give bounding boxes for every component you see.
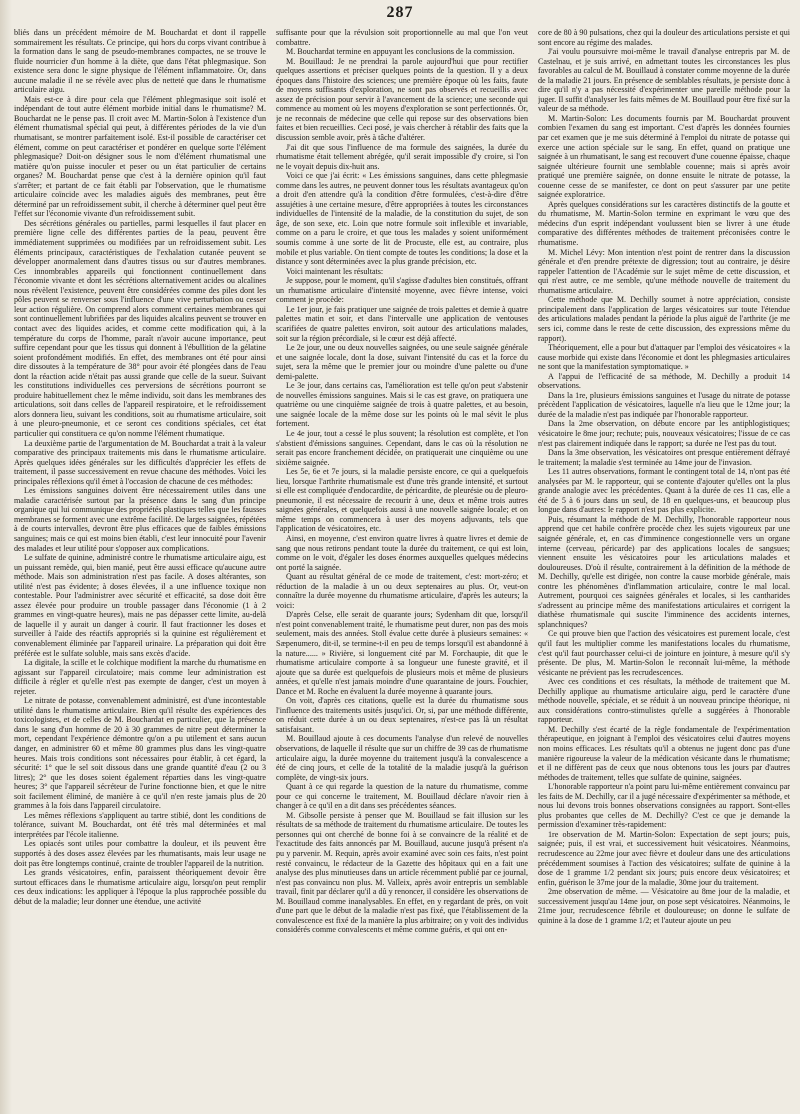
paragraph: core de 80 à 90 pulsations, chez qui la douleur des articulations persiste et qui sont encore au régime des malades. — [538, 28, 790, 47]
paragraph: M. Dechilly s'est écarté de la règle fondamentale de l'expérimentation thérapeutique, en joignant à l'emploi des vésicatoires celui d'autres moyens non moins efficaces. Les résultats qu'il a obtenus ne jugent donc pas d'une manière rigoureuse la valeur de la médication vésicante dans le rhumatisme; et il ne diffèrent pas de ceux que nous obtenons tous les jours par d'autres méthodes de traitement, telles que sulfate de quinine, saignées. — [538, 724, 790, 782]
paragraph: M. Michel Lévy: Mon intention n'est point de rentrer dans la discussion générale et d'en prendre prétexte de digression; tout au contraire, je désire rappeler l'attention de l'Académie sur le sujet même de cette discussion, et qui n'est autre, ce me semble, qu'une méthode nouvelle de traitement du rhumatisme articulaire. — [538, 247, 790, 295]
paragraph: M. Martin-Solon: Les documents fournis par M. Bouchardat prouvent combien l'examen du sang est important. C'est d'après les données fournies par cet examen que je me suis déterminé à l'emploi du nitrate de potasse qui exerce une action spéciale sur le sang. En effet, quand on pratique une saignée à un rhumatisant, le sang est recouvert d'une couenne épaisse, chaque saignée ultérieure fournit une semblable couenne; mais si après avoir pratiqué une première saignée, on donne ensuite le nitrate de potasse, la couenne cesse de se manifester, ce dont on peut s'assurer par une petite saignée exploratrice. — [538, 113, 790, 200]
paragraph: Dans la 1re, plusieurs émissions sanguines et l'usage du nitrate de potasse précèdent l'application de vésicatoires, laquelle n'a lieu que le 12me jour; la durée de la maladie n'est pas indiquée par l'honorable rapporteur. — [538, 390, 790, 419]
paragraph: Le 3e jour, dans certains cas, l'amélioration est telle qu'on peut s'abstenir de nouvelles émissions sanguines. Mais si le cas est grave, on pratiquera une quatrième ou une cinquième saignée de trois à quatre palettes, et au besoin, une saignée locale de la même dose sur les points où le mal sévit le plus fortement. — [276, 381, 528, 429]
page-number: 287 — [386, 4, 414, 21]
paragraph: Les opiacés sont utiles pour combattre la douleur, et ils peuvent être supportés à des doses assez élevées par les rhumatisants, mais leur usage ne doit pas être longtemps continué, crainte de troubler l'appareil de la nutrition. — [14, 839, 266, 868]
paragraph: Le 4e jour, tout a cessé le plus souvent; la résolution est complète, et l'on s'abstient d'émissions sanguines. Cependant, dans le cas où la résolution ne serait pas encore franchement décidée, on pratiquerait une cinquième ou une sixième saignée. — [276, 428, 528, 467]
paragraph: Le 2e jour, une ou deux nouvelles saignées, ou une seule saignée générale et une saignée locale, dont la dose, suivant l'intensité du cas et la force du sujet, sera la même que le premier jour ou moindre d'une palette ou d'une demi-palette. — [276, 343, 528, 381]
paragraph: Le sulfate de quinine, administré contre le rhumatisme articulaire aigu, est un puissant remède, qui, bien manié, peut être aussi efficace qu'aucune autre méthode. Mais son administration n'est pas facile. A doses altérantes, son utilité n'est pas évidente; à doses élevées, il a une influence toxique non contestable. Pour l'administrer avec sécurité et efficacité, sa dose doit être assez élevée pour produire un trouble passager dans l'économie (1 à 2 grammes en vingt-quatre heures), mais ne pas dépasser cette limite, au-delà de laquelle il y aurait un danger à courir. Il faut fractionner les doses et surveiller à l'aide des réactifs appropriés si la quinine est régulièrement et convenablement éliminée par l'appareil urinaire. La préparation qui doit être préférée est le sulfate soluble, mais sans excès d'acide. — [14, 553, 266, 658]
paragraph: Ce qui prouve bien que l'action des vésicatoires est purement locale, c'est qu'il faut les multiplier comme les manifestations locales du rhumatisme, c'est qu'il faut pourchasser celui-ci de jointure en jointure, à mesure qu'il s'y présente. De plus, M. Martin-Solon le reconnaît lui-même, la méthode vésicante ne prévient pas les recrudescences. — [538, 629, 790, 677]
paragraph: M. Bouillaud: Je ne prendrai la parole aujourd'hui que pour rectifier quelques assertions et préciser quelques points de la question. Il y a deux époques dans l'histoire des sciences; une première époque où les faits, faute de moyens suffisants d'exploration, ne sont pas observés et recueillis avec assez de précision pour servir à l'avancement de la science; une seconde qui commence au moment où les moyens d'exploration se sont perfectionnés. Or, je ne reconnais de médecine que celle qui repose sur des observations bien faites et bien recueillies. Ceci posé, je vais chercher à rétablir des faits que la discussion semble avoir, près à tâche d'altérer. — [276, 56, 528, 143]
paragraph: Ainsi, en moyenne, c'est environ quatre livres à quatre livres et demie de sang que nous retirons pendant toute la durée du traitement, ce qui est loin, comme on le voit, d'égaler les doses énormes auxquelles quelques médecins ont porté la saignée. — [276, 533, 528, 572]
paragraph: Quant au résultat général de ce mode de traitement, c'est: mort-zéro; et réduction de la maladie à un ou deux septenaires au plus. Or, veut-on connaître la durée moyenne du rhumatisme articulaire, d'après les auteurs; la voici: — [276, 572, 528, 610]
paragraph: Les émissions sanguines doivent être nécessairement utiles dans une maladie caractérisée surtout par la présence dans le sang d'un principe organique qui lui communique des propriétés plastiques telles que les fausses membranes se forment avec une extrême facilité. De larges saignées, répétées à de courts intervalles, devront être plus efficaces que de faibles émissions sanguines; mais ce qui est moins bien établi, c'est leur innocuité pour l'avenir des malades et leur utilité pour s'opposer aux complications. — [14, 486, 266, 553]
text-columns — [14, 28, 790, 1108]
paragraph: Cette méthode que M. Dechilly soumet à notre appréciation, consiste principalement dans l'application de larges vésicatoires sur toute l'étendue des articulations malades pendant la période la plus aiguë de l'arthrite (je me sers ici, comme dans le reste de cette discussion, des expressions même du rapport). — [538, 295, 790, 343]
paragraph: Le nitrate de potasse, convenablement administré, est d'une incontestable utilité dans le rhumatisme articulaire. Bien qu'il résulte des expériences des toxicologistes, et de celles de M. Bouchardat en particulier, que la présence dans le sang d'un homme de 20 à 30 grammes de nitre peut déterminer la mort, cependant l'expérience démontre qu'on a pu utilement et sans aucun danger, en administrer 60 et même 80 grammes plus dans les vingt-quatre heures. Mais trois conditions sont nécessaires pour établir, à cet égard, la sécurité: 1° que le sel soit dissous dans une grande quantité d'eau (2 ou 3 litres); 2° que les doses soient également réparties dans les vingt-quatre heures; 3° que l'appareil sécréteur de l'urine fonctionne bien, et que le nitre soit facilement éliminé, de manière à ce qu'il n'en reste jamais plus de 20 grammes à la fois dans l'appareil circulatoire. — [14, 696, 266, 811]
paragraph: Dans la 2me observation, on débute encore par les antiphlogistiques; vésicatoire le 8me jour; rechute; puis, nouveaux vésicatoires; l'issue de ce cas n'est pas clairement indiquée dans le rapport; sa durée ne l'est pas du tout. — [538, 419, 790, 448]
paragraph: A l'appui de l'efficacité de sa méthode, M. Dechilly a produit 14 observations. — [538, 371, 790, 391]
paragraph: M. Gibsolle persiste à penser que M. Bouillaud se fait illusion sur les résultats de sa méthode de traitement du rhumatisme articulaire. De toutes les personnes qui ont cherché de bonne foi à se convaincre de la réalité et de l'exactitude des faits annoncés par M. Bouillaud, aucune jusqu'à présent n'a pu y parvenir. M. Requin, après avoir examiné avec soin ces faits, n'est point resté convaincu, le rédacteur de la Gazette des hôpitaux qui en a fait une analyse des plus minutieuses dans un article récemment publié par ce journal, n'est pas convaincu non plus. M. Valleix, après avoir entrepris un semblable travail, finit par déclarer qu'il a dû y renoncer, il considère les observations de M. Bouillaud comme inanalysables. En effet, en y regardant de près, on voit d'une part que le début de la maladie n'est pas fixé, que l'établissement de la convalescence est fixé de la manière la plus arbitraire; on y voit des individus considérés comme convalescents et même comme guéris, et qui ont en- — [276, 810, 528, 935]
paragraph: Les mêmes réflexions s'appliquent au tartre stibié, dont les conditions de tolérance, suivant M. Bouchardat, ont été très mal déterminées et mal interprétées par l'école italienne. — [14, 810, 266, 839]
paragraph: Puis, résumant la méthode de M. Dechilly, l'honorable rapporteur nous apprend que cet habile confrère procède chez les sujets vigoureux par une saignée générale, et, en cas d'imminence congestionnelle vers un organe interne (cerveau, péricarde) par des applications locales de sangsues; viennent ensuite les vésicatoires pour les articulations malades et douloureuses. D'où il résulte, contrairement à la définition de la méthode de M. Dechilly, qu'elle est dirigée, non contre la cause morbide générale, mais contre les phénomènes d'inflammation articulaire, contre le mal local. Autrement, pourquoi ces saignées générales et locales, si les cantharides s'adressent au principe même des manifestations articulaires et corrigent la diathèse rhumatismale qui suscite l'imminence des accidents internes, splanchniques? — [538, 514, 790, 629]
paragraph: 2me observation de même. — Vésicatoire au 8me jour de la maladie, et successivement jusqu'au 14me jour, on pose sept vésicatoires. Néanmoins, le 21me jour, recrudescence fébrile et douloureuse; on donne le sulfate de quinine à la dose de 1 gramme 1/2; et l'auteur ajoute un peu — [538, 887, 790, 925]
paragraph: J'ai voulu poursuivre moi-même le travail d'analyse entrepris par M. de Castelnau, et je suis arrivé, en admettant toutes les circonstances les plus favorables au calcul de M. Bouillaud à constater comme moyenne de la durée de la maladie 21 jours. En présence de semblables résultats, je persiste donc à dire qu'il n'y a pas nécessité d'expérimenter une pareille méthode pour la juger. Il suffit d'analyser les faits mêmes de M. Bouillaud pour être fixé sur la valeur de sa méthode. — [538, 47, 790, 114]
page-edge-shadow — [0, 0, 12, 1114]
paragraph: Après quelques considérations sur les caractères distinctifs de la goutte et du rhumatisme, M. Martin-Solon termine en exprimant le vœu que des médecins d'un esprit indépendant voulussent bien se livrer à une étude comparative des différentes méthodes de traitement préconisées contre le rhumatisme. — [538, 199, 790, 248]
paragraph: bliés dans un précédent mémoire de M. Bouchardat et dont il rappelle sommairement les résultats. Ce principe, qui hors du corps vivant contribue à la formation dans le sang de pseudo-membranes compactes, ne se trouve le fluide nourricier d'un homme à la diète, que dans l'état phlegmasique. Son existence sera donc le signe physique de l'élément inflammatoire. Or, dans aucune maladie il ne se révèle avec plus de netteté que dans le rhumatisme articulaire aigu. — [14, 28, 266, 95]
paragraph: Les 11 autres observations, formant le contingent total de 14, n'ont pas été analysées par M. le rapporteur, qui se contente d'ajouter qu'elles ont la plus grande analogie avec les précédentes. Quant à la durée de ces 11 cas, elle a été de 5 à 6 jours dans un seul, de 18 en quelques-uns, et beaucoup plus longue dans d'autres: le rapport n'est pas plus explicite. — [538, 467, 790, 515]
paragraph: Quant à ce qui regarde la question de la nature du rhumatisme, comme pour ce qui concerne le traitement, M. Bouillaud déclare n'avoir rien à changer à ce qu'il en a dit dans ses précédentes séances. — [276, 782, 528, 811]
paragraph: L'honorable rapporteur n'a point paru lui-même entièrement convaincu par les faits de M. Dechilly, car il a jugé nécessaire d'expérimenter sa méthode, et nous lui devons trois bonnes observations consignées au rapport. Sont-elles plus probantes que celles de M. Dechilly? C'est ce que je demande la permission d'examiner très-rapidement: — [538, 782, 790, 830]
paragraph: La deuxième partie de l'argumentation de M. Bouchardat a trait à la valeur comparative des principaux traitements mis dans le rhumatisme articulaire. Après quelques idées générales sur les difficultés d'apprécier les effets de traitement, il passe successivement en revue chacune des méthodes. Voici les principales réflexions qu'il émet à l'occasion de chacune de ces méthodes: — [14, 438, 266, 486]
paragraph: 1re observation de M. Martin-Solon: Expectation de sept jours; puis, saignée; puis, il est vrai, et successivement huit vésicatoires. Néanmoins, recrudescence au 22me jour avec fièvre et douleur dans une des articulations précédemment soumises à l'action des vésicatoires; sulfate de quinine à la dose de 1 gramme 1/2 pendant six jours; puis encore deux vésicatoires; et enfin, guérison le 37me jour de la maladie, 30me jour du traitement. — [538, 829, 790, 887]
column-left — [14, 28, 266, 1108]
paragraph: Je suppose, pour le moment, qu'il s'agisse d'adultes bien constitués, offrant un rhumatisme articulaire d'intensité moyenne, avec fièvre intense, voici comment je procède: — [276, 276, 528, 305]
paragraph: La digitale, la scille et le colchique modifient la marche du rhumatisme en agissant sur l'appareil circulatoire; mais comme leur administration est difficile à régler et qu'elle n'est pas exempte de danger, c'est un moyen à rejeter. — [14, 658, 266, 696]
paragraph: Mais est-ce à dire pour cela que l'élément phlegmasique soit isolé et indépendant de tout autre élément morbide initial dans le rhumatisme? M. Bouchardat ne le pense pas. Il croit avec M. Martin-Solon à l'existence d'un élément rhumatismal spécial qui peut, à différentes périodes de la vie d'un rhumatisant, se montrer parfaitement isolé. Est-il possible de caractériser cet élément, comme on peut caractériser et pondérer en quelque sorte l'élément phlegmasique? Doit-on désigner sous le nom d'élément rhumatismal une matière qu'on puisse inoculer et peser ou un état particulier de certains organes? M. Bouchardat pense que c'est à la dernière opinion qu'il faut s'arrêter; et partant de ce fait établi par l'observation, que le rhumatisme articulaire coïncide avec les maladies aiguës des membranes, peut être déterminé par un refroidissement subit, il cherche à déterminer quel peut être l'effet sur l'économie vivante d'un refroidissement subit. — [14, 94, 266, 219]
paragraph: M. Bouchardat termine en appuyant les conclusions de la commission. — [286, 47, 515, 57]
paragraph: Avec ces conditions et ces résultats, la méthode de traitement que M. Dechilly applique au rhumatisme articulaire aigu, perd le caractère d'une méthode nouvelle, spéciale, et se réduit à un nouveau principe théorique, ni aux considérations contro-stimulistes qu'elle a suggérées à l'honorable rapporteur. — [538, 677, 790, 725]
paragraph: J'ai dit que sous l'influence de ma formule des saignées, la durée du rhumatisme était tellement abrégée, qu'il serait impossible d'y croire, si l'on ne le voyait depuis dix-huit ans. — [276, 142, 528, 171]
paragraph: M. Bouillaud ajoute à ces documents l'analyse d'un relevé de nouvelles observations, de laquelle il résulte que sur un chiffre de 39 cas de rhumatisme articulaire aigu, la durée moyenne du traitement jusqu'à la convalescence a été de cinq jours, et celle de la totalité de la maladie jusqu'à la guérison complète, de vingt-six jours. — [276, 734, 528, 782]
paragraph: Voici ce que j'ai écrit: « Les émissions sanguines, dans cette phlegmasie comme dans les autres, ne peuvent donner tous les résultats avantageux qu'on a droit d'en attendre qu'à la condition d'être formulées, c'est-à-dire d'être assujéties à une certaine mesure, d'être appropriées à toutes les circonstances individuelles de l'intensité de la maladie, de la constitution du sujet, de son âge, de son sexe, etc. Loin que notre formule soit inflexible et invariable, comme on a paru le croire, et que tous les malades y soient uniformément soumis comme à une sorte de lit de Procuste, elle est, au contraire, plus mobile et plus variable. On tient compte de toutes les conditions; la dose et la distance y sont déterminées avec la plus grande précision, etc. — [276, 171, 528, 267]
paragraph: Les grands vésicatoires, enfin, paraissent théoriquement devoir être surtout efficaces dans le rhumatisme articulaire aigu, lorsqu'on peut remplir ces deux indications: les appliquer à l'époque la plus rapprochée possible du début de la maladie; leur donner une étendue, une activité — [14, 868, 266, 906]
paragraph: Voici maintenant les résultats: — [286, 266, 384, 276]
column-middle — [276, 28, 528, 1108]
paragraph: Le 1er jour, je fais pratiquer une saignée de trois palettes et demie à quatre palettes matin et soir, et dans l'intervalle une application de ventouses scarifiées de quatre palettes environ, soit autour des articulations malades, soit sur la région précordiale, si le cœur est déjà affecté. — [276, 304, 528, 343]
paragraph: Théoriquement, elle a pour but d'attaquer par l'emploi des vésicatoires « la cause morbide qui existe dans l'économie et dont les phlegmasies articulaires ne sont que la manifestation symptomatique. » — [538, 343, 790, 372]
column-right — [538, 28, 790, 1108]
paragraph: D'après Celse, elle serait de quarante jours; Sydenham dit que, lorsqu'il n'est point convenablement traité, le rhumatisme peut durer, non pas des mois seulement, mais des années. Stoll évalue cette durée à plusieurs semaines: « Sæpenumero, dit-il, se termine-t-il en peu de temps lorsqu'il est abandonné à la nature...... » Rivière, si longuement cité par M. Forchaupie, dit que le rhumatisme articulaire comporte à sa longueur une funeste gravité, et il ajoute que sa durée est quelquefois de plusieurs mois et même de plusieurs années, et qu'elle n'est jamais moindre d'une quarantaine de jours. Fouchier, Dance et M. Roche en évaluent la durée moyenne à quarante jours. — [276, 610, 528, 696]
paragraph: suffisante pour que la révulsion soit proportionnelle au mal que l'on veut combattre. — [276, 28, 528, 47]
paragraph: Les 5e, 6e et 7e jours, si la maladie persiste encore, ce qui a quelquefois lieu, lorsque l'arthrite rhumatismale est d'une très grande intensité, et surtout si elle est compliquée d'endocardite, de péricardite, de pleurésie ou de pleuro-pneumonie, il est nécessaire de recourir à une, deux et même trois autres saignées générales, et quelquefois aussi à une nouvelle saignée locale; et on même temps on commencera à user des moyens adjuvants, tels que l'application de vésicatoires, etc. — [276, 467, 528, 534]
paragraph: On voit, d'après ces citations, quelle est la durée du rhumatisme sous l'influence des traitements usités jusqu'ici. Or, si, par une méthode différente, on réduit cette durée à un ou deux septenaires, n'est-ce pas là un résultat satisfaisant. — [276, 696, 528, 734]
paragraph: Des sécrétions générales ou partielles, parmi lesquelles il faut placer en première ligne celle des différentes parties de la peau, peuvent être immédiatement supprimées ou modifiées par un refroidissement subit. Les éléments principaux, caractéristiques de l'exhalation cutanée peuvent se développer anormalement dans d'autres tissus ou sur d'autres membranes. Ces innombrables appareils qui fonctionnent continuellement dans l'économie vivante et dont les sécrétions alternativement acides ou alcalines nous révèlent l'existence, peuvent être considérées comme des piles dont les pôles peuvent se renverser sous l'influence d'une vive perturbation ou cesser leur action régulière. On comprend alors comment certaines membranes qui sont continuellement lubrifiées par des liquides alcalins peuvent se trouver en contact avec des liquides acides, et comme cette modification qui, à la température du corps de l'homme, paraît n'avoir aucune importance, peut suffire cependant pour que les tissus qui donnent à l'ébullition de la gélatine soient profondément modifiés. En effet, des membranes ont été pour ainsi dire dissoutes à la température de 38° pour avoir été plongées dans de l'eau dont la réaction acide n'était pas aussi grande que celle de la sueur. Suivant les constitutions individuelles ces perversions de sécrétions pourront se produire habituellement chez le même individu, soit dans les membranes des articulations, soit dans celles de l'appareil respiratoire, et le refroidissement alors donnera lieu, suivant les conditions, soit au rhumatisme articulaire, soit à une pleuro-pneumonie, et ce seront ces conditions spéciales, cet état particulier qui constituera ce qu'on nomme l'élément rhumatique. — [14, 218, 266, 438]
paragraph: Dans la 3me observation, les vésicatoires ont presque entièrement défrayé le traitement; la maladie s'est terminée au 14me jour de l'invasion. — [538, 448, 790, 467]
